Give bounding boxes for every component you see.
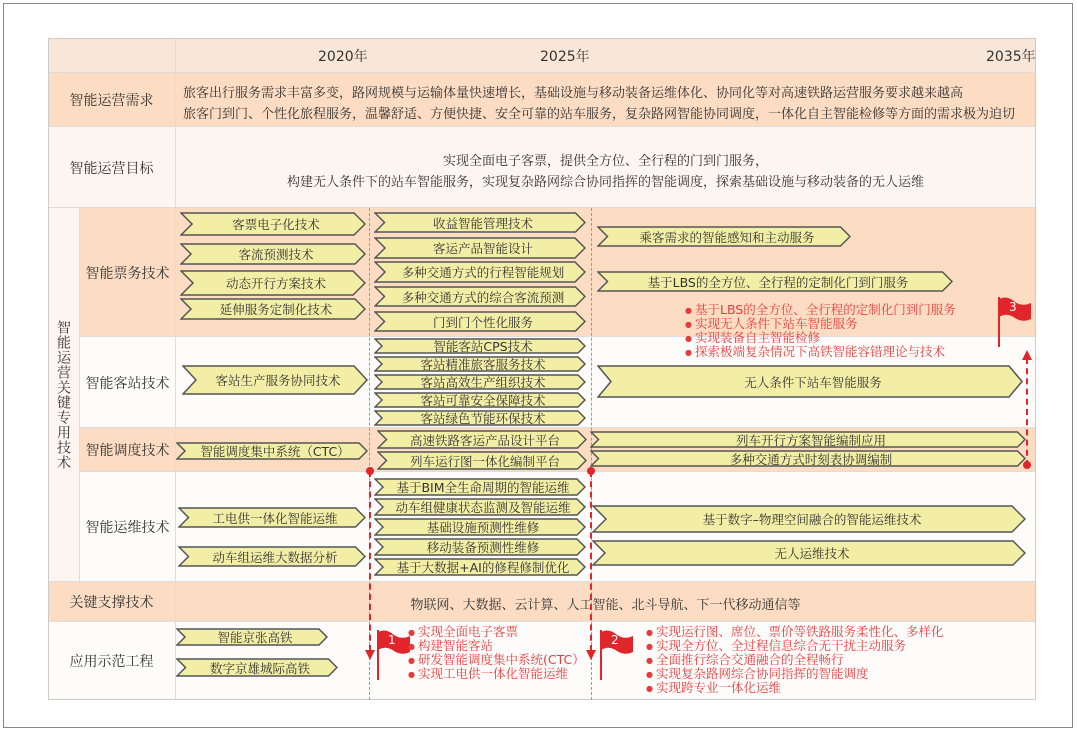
tech-arrow bbox=[374, 261, 586, 283]
tech-arrow bbox=[176, 442, 368, 460]
arrow-label: 客站可靠安全保障技术 bbox=[420, 393, 546, 408]
milestone-1-item: ● 实现全面电子客票 bbox=[408, 625, 518, 640]
arrow-label: 智能调度集中系统（CTC） bbox=[200, 444, 350, 459]
tech-arrow bbox=[180, 270, 366, 296]
maintenance-label: 智能运维技术 bbox=[85, 520, 170, 536]
demo-arrow bbox=[176, 628, 328, 646]
arrow-label: 收益智能管理技术 bbox=[432, 215, 533, 231]
tech-arrow bbox=[374, 518, 586, 536]
tech-arrow bbox=[374, 538, 586, 556]
milestone-1-item: ● 实现工电供一体化智能运维 bbox=[408, 667, 568, 682]
demand-label: 智能运营需求 bbox=[69, 93, 154, 109]
milestone-3-item: ● 实现装备自主智能检修 bbox=[685, 331, 820, 346]
milestone-3-item: ● 探索极端复杂情况下高铁智能容错理论与技术 bbox=[685, 345, 945, 360]
milestone-2-item: ● 全面推行综合交通融合的全程畅行 bbox=[646, 653, 844, 668]
arrow-label: 客流预测技术 bbox=[238, 247, 314, 262]
tech-arrow bbox=[597, 271, 953, 292]
arrow-label: 基于大数据+AI的修程修制优化 bbox=[396, 560, 570, 575]
milestone-1-item: ● 构建智能客站 bbox=[408, 639, 493, 654]
arrow-label: 列车开行方案智能编制应用 bbox=[735, 432, 886, 448]
demo-arrow bbox=[176, 658, 338, 677]
tech-arrow bbox=[374, 237, 586, 259]
arrow-label: 延伸服务定制化技术 bbox=[219, 302, 333, 317]
tech-arrow bbox=[374, 478, 586, 496]
tech-arrow bbox=[377, 430, 587, 449]
arrow-label: 列车运行图一体化编制平台 bbox=[409, 453, 560, 469]
arrow-label: 无人运维技术 bbox=[774, 546, 850, 561]
arrow-label: 智能京张高铁 bbox=[217, 630, 293, 645]
tech-arrow bbox=[374, 286, 586, 307]
tech-arrow bbox=[178, 507, 366, 528]
arrow-label: 基础设施预测性维修 bbox=[426, 520, 540, 535]
arrow-label: 客运产品智能设计 bbox=[432, 241, 533, 256]
demand-line-2: 旅客门到门、个性化旅程服务，温馨舒适、方便快捷、安全可靠的站车服务，复杂路网智能协同调度，一体化自主智能检修等方面的需求极为迫切 bbox=[183, 107, 1016, 122]
milestone-2-item: ● 实现复杂路网综合协同指挥的智能调度 bbox=[646, 667, 869, 682]
demo-label: 应用示范工程 bbox=[69, 654, 154, 670]
tech-arrow bbox=[374, 374, 586, 390]
tech-arrow bbox=[377, 451, 587, 470]
arrow-label: 移动装备预测性维修 bbox=[426, 540, 540, 555]
arrow-label: 客站精准旅客服务技术 bbox=[420, 357, 546, 372]
arrow-label: 基于LBS的全方位、全行程的定制化门到门服务 bbox=[647, 274, 909, 290]
milestone-flag-2 bbox=[599, 630, 635, 680]
arrow-label: 动车组运维大数据分析 bbox=[212, 549, 338, 565]
flag-number: 2 bbox=[611, 633, 619, 647]
year-2025: 2025年 bbox=[540, 49, 590, 65]
milestone-2-item: ● 实现全方位、全过程信息综合无干扰主动服务 bbox=[646, 639, 906, 654]
arrow-label: 高速铁路客运产品设计平台 bbox=[409, 432, 560, 448]
tech-arrow bbox=[597, 365, 1023, 398]
tech-arrow bbox=[374, 338, 586, 354]
year-2035: 2035年 bbox=[986, 49, 1036, 65]
milestone-2-item: ● 实现运行图、席位、票价等铁路服务柔性化、多样化 bbox=[646, 625, 944, 640]
arrow-label: 门到门个性化服务 bbox=[432, 314, 533, 330]
arrow-label: 客票电子化技术 bbox=[232, 217, 320, 232]
support-text: 物联网、大数据、云计算、人工智能、北斗导航、下一代移动通信等 bbox=[410, 598, 801, 613]
dispatch-label: 智能调度技术 bbox=[85, 443, 170, 459]
tech-arrow bbox=[590, 431, 1026, 448]
arrow-label: 智能客站CPS技术 bbox=[433, 339, 533, 354]
tech-arrow bbox=[374, 498, 586, 516]
goal-line-2: 构建无人条件下的站车智能服务，实现复杂路网综合协同指挥的智能调度，探索基础设施与移动装备的无人运维 bbox=[286, 175, 924, 190]
tech-arrow bbox=[597, 226, 851, 247]
tech-arrow bbox=[592, 540, 1026, 566]
goal-label: 智能运营目标 bbox=[69, 160, 154, 177]
arrow-label: 多种交通方式的综合客流预测 bbox=[401, 289, 565, 305]
tech-arrow bbox=[374, 558, 586, 576]
station-label: 智能客站技术 bbox=[85, 375, 170, 392]
flag-number: 1 bbox=[388, 633, 396, 647]
demand-line-1: 旅客出行服务需求丰富多变，路网规模与运输体量快速增长，基础设施与移动装备运维体化、协同化等对高速铁路运营服务要求越来越高 bbox=[183, 86, 964, 101]
arrow-label: 多种交通方式的行程智能规划 bbox=[401, 265, 565, 280]
milestone-3-item: ● 基于LBS的全方位、全行程的定制化门到门服务 bbox=[685, 303, 956, 318]
arrow-label: 动态开行方案技术 bbox=[225, 276, 326, 291]
arrow-label: 工电供一体化智能运维 bbox=[212, 510, 338, 526]
milestone-2-item: ● 实现跨专业一体化运维 bbox=[646, 681, 781, 696]
milestone-1-item: ● 研发智能调度集中系统(CTC） bbox=[408, 653, 585, 668]
support-label: 关键支撑技术 bbox=[69, 595, 154, 611]
milestone-flag-1 bbox=[376, 630, 412, 680]
arrow-label: 乘客需求的智能感知和主动服务 bbox=[639, 229, 815, 245]
tech-arrow bbox=[180, 243, 366, 265]
arrow-label: 多种交通方式时刻表协调编制 bbox=[729, 451, 893, 467]
year-2020: 2020年 bbox=[318, 49, 368, 65]
flag-number: 3 bbox=[1009, 300, 1017, 314]
arrow-label: 数字京雄城际高铁 bbox=[209, 660, 310, 676]
tech-arrow bbox=[182, 365, 368, 395]
arrow-label: 基于BIM全生命周期的智能运维 bbox=[396, 480, 570, 495]
milestone-flag-3 bbox=[997, 297, 1033, 347]
tech-arrow bbox=[180, 212, 366, 236]
ticketing-label: 智能票务技术 bbox=[85, 265, 170, 282]
tech-arrow bbox=[592, 505, 1026, 533]
tech-arrow bbox=[374, 356, 586, 372]
goal-line-1: 实现全面电子客票，提供全方位、全行程的门到门服务， bbox=[442, 154, 768, 169]
tech-arrow bbox=[178, 546, 366, 567]
arrow-label: 客站绿色节能环保技术 bbox=[420, 411, 546, 426]
milestone-3-item: ● 实现无人条件下站车智能服务 bbox=[685, 317, 858, 332]
tech-arrow bbox=[374, 410, 586, 426]
tech-arrow bbox=[590, 450, 1026, 467]
tech-arrow bbox=[374, 212, 586, 233]
arrow-label: 无人条件下站车智能服务 bbox=[744, 374, 882, 390]
tech-arrow bbox=[180, 298, 366, 320]
key-tech-label: 智能运营关键专用技术 bbox=[55, 320, 71, 470]
tech-arrow bbox=[374, 392, 586, 408]
arrow-label: 基于数字–物理空间融合的智能运维技术 bbox=[702, 512, 922, 527]
arrow-label: 动车组健康状态监测及智能运维 bbox=[395, 500, 571, 515]
arrow-label: 客站高效生产组织技术 bbox=[420, 375, 546, 390]
arrow-label: 客站生产服务协同技术 bbox=[215, 373, 341, 388]
tech-arrow bbox=[374, 311, 586, 332]
